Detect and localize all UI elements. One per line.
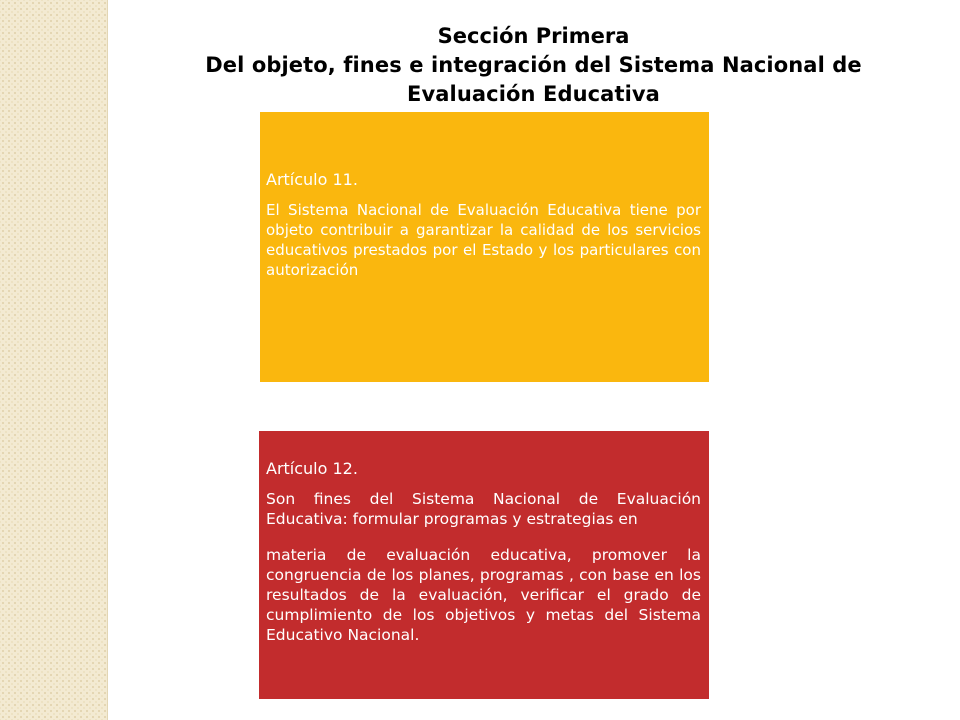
article-12-box: [259, 431, 709, 699]
title-line-1: Sección Primera: [437, 24, 630, 48]
article-12-text-2: materia de evaluación educativa, promover la congruencia de los planes, programas , con base en los resultados de la evaluación, verificar el grado de cumplimiento de los objetivos y metas del Sistema Educativo Nacional.: [266, 546, 701, 644]
article-11-text: El Sistema Nacional de Evaluación Educativa tiene por objeto contribuir a garantizar la calidad de los servicios educativos prestados por el Estado y los particulares con autorización: [266, 201, 701, 279]
section-title: [107, 22, 960, 109]
title-line-2: Del objeto, fines e integración del Sistema Nacional de Evaluación Educativa: [205, 53, 862, 106]
article-11-heading: Artículo 11.: [266, 170, 358, 189]
article-12-heading: Artículo 12.: [266, 459, 358, 478]
decorative-side-stripe: [0, 0, 108, 720]
article-12-text-1: Son fines del Sistema Nacional de Evaluación Educativa: formular programas y estrategias en: [266, 490, 701, 528]
article-11-box: [260, 112, 709, 382]
